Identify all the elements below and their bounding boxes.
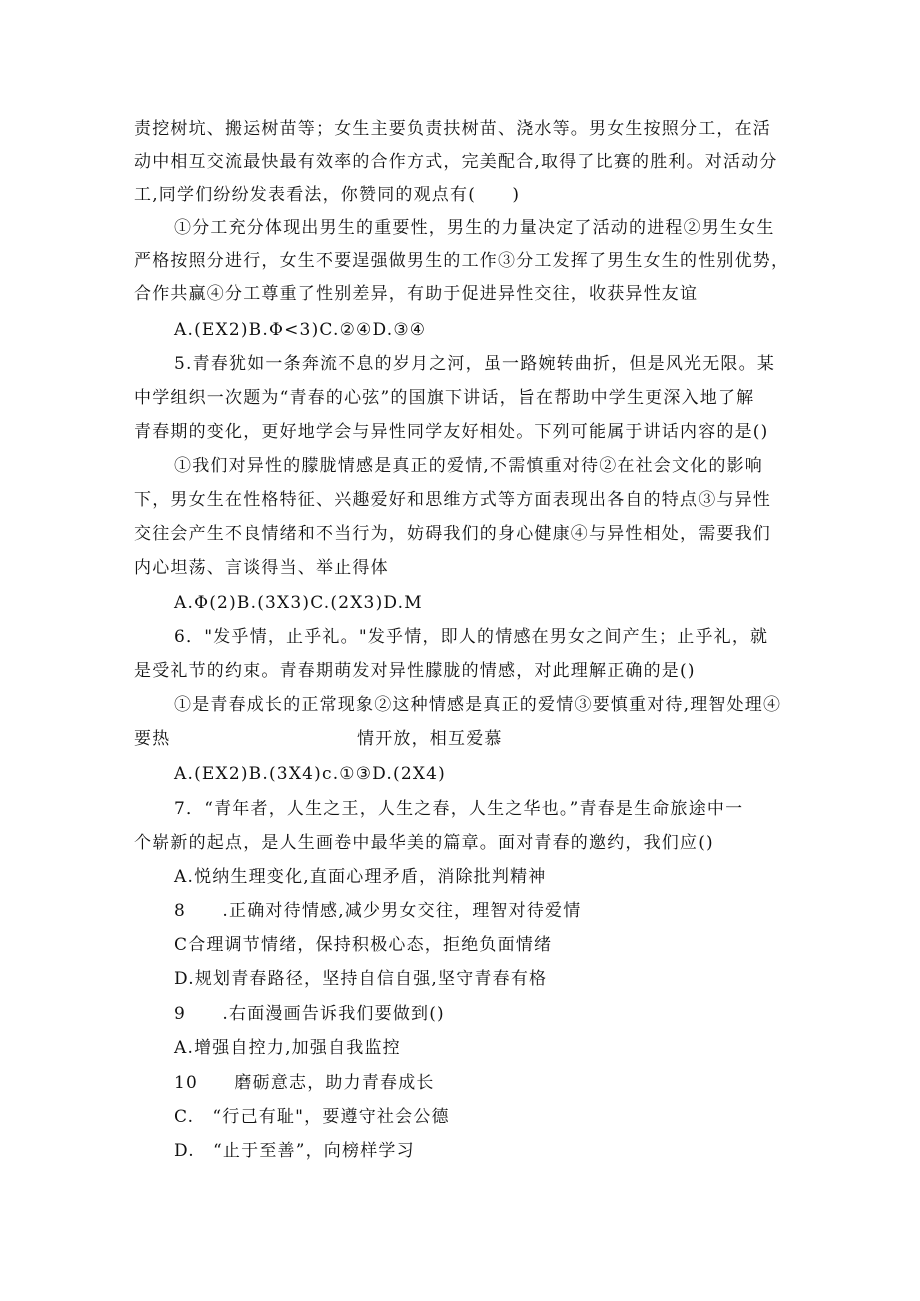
question-stem: 6．"发乎情，止乎礼。"发乎情，即人的情感在男女之间产生；止乎礼，就 [174,627,769,647]
text-line-fragment: 要热 [134,729,171,749]
question-stem: 5.青春犹如一条奔流不息的岁月之河，虽一路婉转曲折，但是风光无限。某 [174,354,776,374]
text-line: 交往会产生不良情绪和不当行为，妨碍我们的身心健康④与异性相处，需要我们 [134,524,771,544]
text-line: 合作共赢④分工尊重了性别差异，有助于促进异性交往，收获异性友谊 [134,284,699,304]
answer-option: A.增强自控力,加强自我监控 [174,1038,401,1058]
option-statement: ①分工充分体现出男生的重要性，男生的力量决定了活动的进程②男生女生 [174,218,775,238]
question-stem: 9 .右面漫画告诉我们要做到() [174,1004,445,1024]
text-line: 严格按照分进行，女生不要逞强做男生的工作③分工发挥了男生女生的性别优势， [134,251,790,271]
answer-option: D. “止于至善”，向榜样学习 [174,1141,415,1161]
answer-option: A.悦纳生理变化,直面心理矛盾，消除批判精神 [174,867,547,887]
answer-choices: A.(EX2)B.Φ<3)C.②④D.③④ [174,320,427,340]
text-line: 青春期的变化，更好地学会与异性同学友好相处。下列可能属于讲话内容的是() [134,422,769,442]
answer-option: C合理调节情绪，保持积极心态，拒绝负面情绪 [174,935,553,955]
text-line: 内心坦荡、言谈得当、举止得体 [134,558,389,578]
option-statement: ①我们对异性的朦胧情感是真正的爱情,不需慎重对待②在社会文化的影响 [174,456,764,476]
text-line: 是受礼节的约束。青春期萌发对异性朦胧的情感，对此理解正确的是() [134,661,696,681]
text-line: 工,同学们纷纷发表看法，你赞同的观点有( ) [134,185,521,205]
text-line-fragment: 情开放，相互爱慕 [357,729,503,749]
text-line: 中学组织一次题为“青春的心弦”的国旗下讲话，旨在帮助中学生更深入地了解 [134,388,755,408]
answer-choices: A.Φ(2)B.(3X3)C.(2X3)D.M [174,593,423,613]
text-line: 下，男女生在性格特征、兴趣爱好和思维方式等方面表现出各自的特点③与异性 [134,490,771,510]
answer-option: 8 .正确对待情感,减少男女交往，理智对待爱情 [174,901,582,921]
option-statement: ①是青春成长的正常现象②这种情感是真正的爱情③要慎重对待,理智处理④ [174,695,782,715]
answer-choices: A.(EX2)B.(3X4)c.①③D.(2X4) [174,764,447,784]
text-line: 动中相互交流最快最有效率的合作方式，完美配合,取得了比赛的胜利。对活动分 [134,152,778,172]
text-line: 责挖树坑、搬运树苗等；女生主要负责扶树苗、浇水等。男女生按照分工，在活 [134,119,771,139]
text-line: 个崭新的起点，是人生画卷中最华美的篇章。面对青春的邀约，我们应() [134,833,714,853]
question-stem: 7．“青年者，人生之王，人生之春，人生之华也。”青春是生命旅途中一 [174,799,744,819]
answer-option: D.规划青春路径，坚持自信自强,坚守青春有格 [174,969,548,989]
answer-option: 10 磨砺意志，助力青春成长 [174,1073,435,1093]
answer-option: C. “行己有耻"，要遵守社会公德 [174,1107,450,1127]
